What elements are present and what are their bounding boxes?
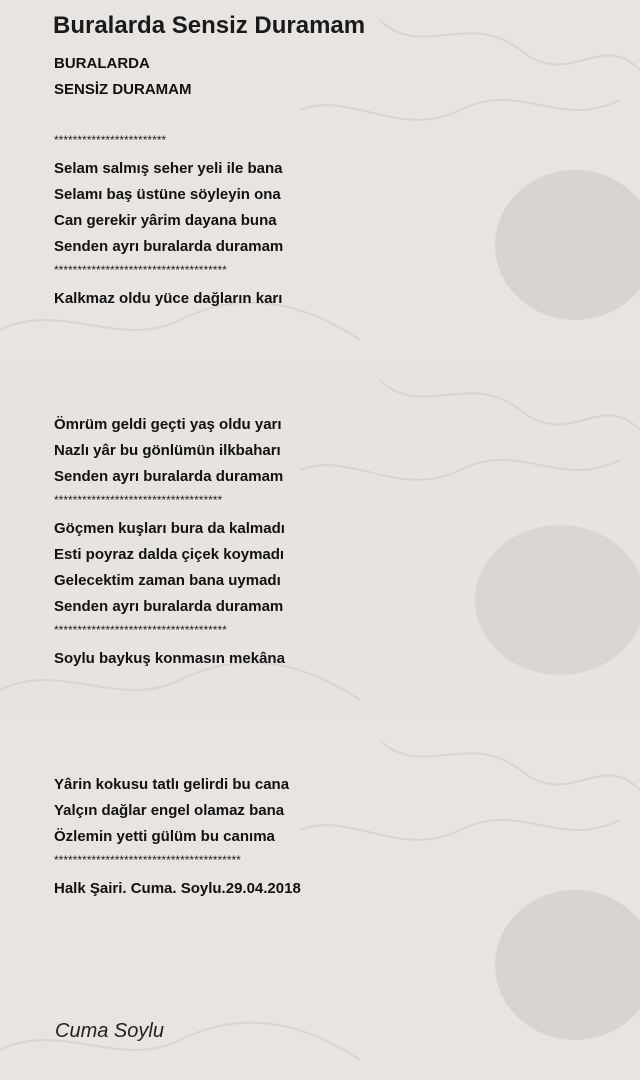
separator-3: ************************************ (54, 493, 223, 507)
signature-line: Halk Şairi. Cuma. Soylu.29.04.2018 (54, 880, 301, 897)
separator-5: **************************************** (54, 853, 241, 867)
stanza4-line-2: Yalçın dağlar engel olamaz bana (54, 802, 285, 819)
stanza1-line-1: Selam salmış seher yeli ile bana (54, 160, 283, 177)
stanza4-line-3: Özlemin yetti gülüm bu canıma (54, 828, 275, 845)
stanza1-line-2: Selamı baş üstüne söyleyin ona (54, 186, 281, 203)
stanza1-line-3: Can gerekir yârim dayana buna (54, 212, 277, 229)
stanza1-line-4: Senden ayrı buralarda duramam (54, 238, 284, 255)
stanza2-line-1: Ömrüm geldi geçti yaş oldu yarı (54, 416, 282, 433)
stanza3-line-1: Göçmen kuşları bura da kalmadı (54, 520, 285, 537)
poem-title: Buralarda Sensiz Duramam (53, 12, 366, 39)
separator-1: ************************ (54, 133, 167, 147)
stanza3-line-2: Esti poyraz dalda çiçek koymadı (54, 546, 285, 563)
stanza4-line-1: Yârin kokusu tatlı gelirdi bu cana (54, 776, 290, 793)
stanza3-line-3: Gelecektim zaman bana uymadı (54, 572, 281, 589)
line-kari: Kalkmaz oldu yüce dağların karı (54, 290, 283, 307)
author-name: Cuma Soylu (55, 1020, 164, 1042)
heading-line-2: SENSİZ DURAMAM (54, 81, 192, 98)
line-mekana: Soylu baykuş konmasın mekâna (54, 650, 285, 667)
separator-2: ************************************* (54, 263, 227, 277)
separator-4: ************************************* (54, 623, 227, 637)
stanza2-line-3: Senden ayrı buralarda duramam (54, 468, 284, 485)
heading-line-1: BURALARDA (54, 55, 150, 72)
stanza2-line-2: Nazlı yâr bu gönlümün ilkbaharı (54, 442, 281, 459)
stanza3-line-4: Senden ayrı buralarda duramam (54, 598, 284, 615)
